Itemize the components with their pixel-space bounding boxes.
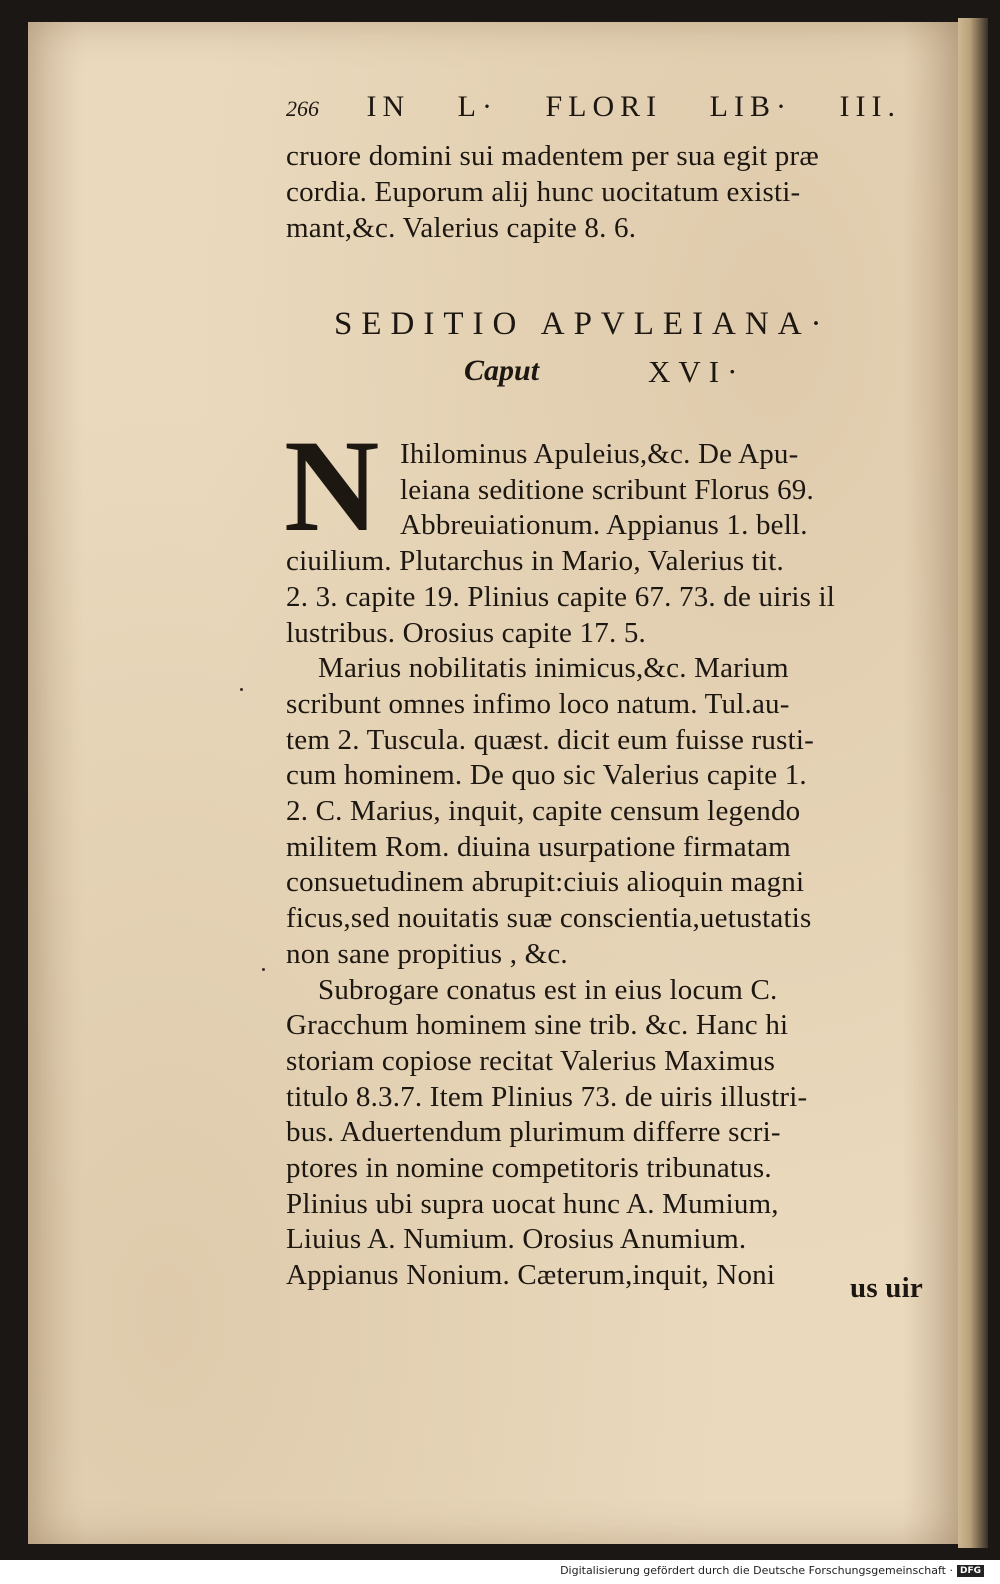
chapter-number: XVI· bbox=[648, 354, 746, 389]
body-line: Ihilominus Apuleius,&c. De Apu- bbox=[400, 438, 799, 470]
body-line: storiam copiose recitat Valerius Maximus bbox=[286, 1044, 776, 1077]
body-line: 2. C. Marius, inquit, capite censum legendo bbox=[286, 795, 801, 827]
body-line: tem 2. Tuscula. quæst. dicit eum fuisse rusti- bbox=[286, 723, 814, 756]
text-line: cordia. Euporum alij hunc uocitatum existi- bbox=[286, 176, 801, 208]
body-line: militem Rom. diuina usurpatione firmatam bbox=[286, 830, 791, 863]
body-line: non sane propitius , &c. bbox=[286, 937, 568, 970]
page-speck bbox=[262, 968, 265, 971]
footer-credit bbox=[560, 1564, 984, 1577]
page-number: 266 bbox=[286, 96, 319, 121]
body-line: ptores in nomine competitoris tribunatus. bbox=[286, 1152, 772, 1184]
page-edge bbox=[958, 18, 988, 1548]
catchword: us uir bbox=[850, 1272, 923, 1304]
body-line: Gracchum hominem sine trib. &c. Hanc hi bbox=[286, 1009, 789, 1042]
dfg-logo: DFG bbox=[957, 1565, 984, 1577]
chapter-caput-label: Caput bbox=[464, 354, 540, 387]
running-head-word: FLORI bbox=[545, 90, 663, 123]
credit-text: Digitalisierung gefördert durch die Deutsche Forschungsgemeinschaft · bbox=[560, 1564, 953, 1577]
chapter-title: SEDITIO APVLEIANA· bbox=[334, 306, 831, 342]
running-head bbox=[286, 90, 901, 124]
page-speck bbox=[240, 688, 243, 691]
body-line: ficus,sed nouitatis suæ conscientia,uetustatis bbox=[286, 902, 812, 935]
drop-cap: N bbox=[284, 412, 380, 559]
body-line: scribunt omnes infimo loco natum. Tul.au- bbox=[286, 687, 790, 720]
text-line: mant,&c. Valerius capite 8. 6. bbox=[286, 212, 637, 244]
body-line: consuetudinem abrupit:ciuis alioquin magni bbox=[286, 866, 805, 899]
running-head-word: IN bbox=[366, 90, 411, 123]
body-line: Marius nobilitatis inimicus,&c. Marium bbox=[318, 652, 789, 685]
running-head-word: L· bbox=[457, 90, 498, 123]
body-line: titulo 8.3.7. Item Plinius 73. de uiris illustri- bbox=[286, 1080, 808, 1113]
body-line: lustribus. Orosius capite 17. 5. bbox=[286, 616, 647, 649]
body-line: ciuilium. Plutarchus in Mario, Valerius tit. bbox=[286, 545, 784, 578]
body-line: Abbreuiationum. Appianus 1. bell. bbox=[400, 509, 808, 542]
body-line: cum hominem. De quo sic Valerius capite 1. bbox=[286, 759, 807, 792]
running-head-word: LIB· bbox=[709, 90, 792, 123]
body-line: Appianus Nonium. Cæterum,inquit, Noni bbox=[286, 1259, 776, 1292]
body-line: Subrogare conatus est in eius locum C. bbox=[318, 973, 778, 1006]
text-line: cruore domini sui madentem per sua egit præ bbox=[286, 140, 819, 172]
running-head-word: III. bbox=[839, 90, 901, 123]
body-line: Plinius ubi supra uocat hunc A. Mumium, bbox=[286, 1187, 779, 1220]
body-line: bus. Aduertendum plurimum differre scri- bbox=[286, 1116, 781, 1149]
body-line: Liuius A. Numium. Orosius Anumium. bbox=[286, 1223, 747, 1256]
body-line: leiana seditione scribunt Florus 69. bbox=[400, 473, 814, 506]
body-line: 2. 3. capite 19. Plinius capite 67. 73. de uiris il bbox=[286, 580, 836, 613]
